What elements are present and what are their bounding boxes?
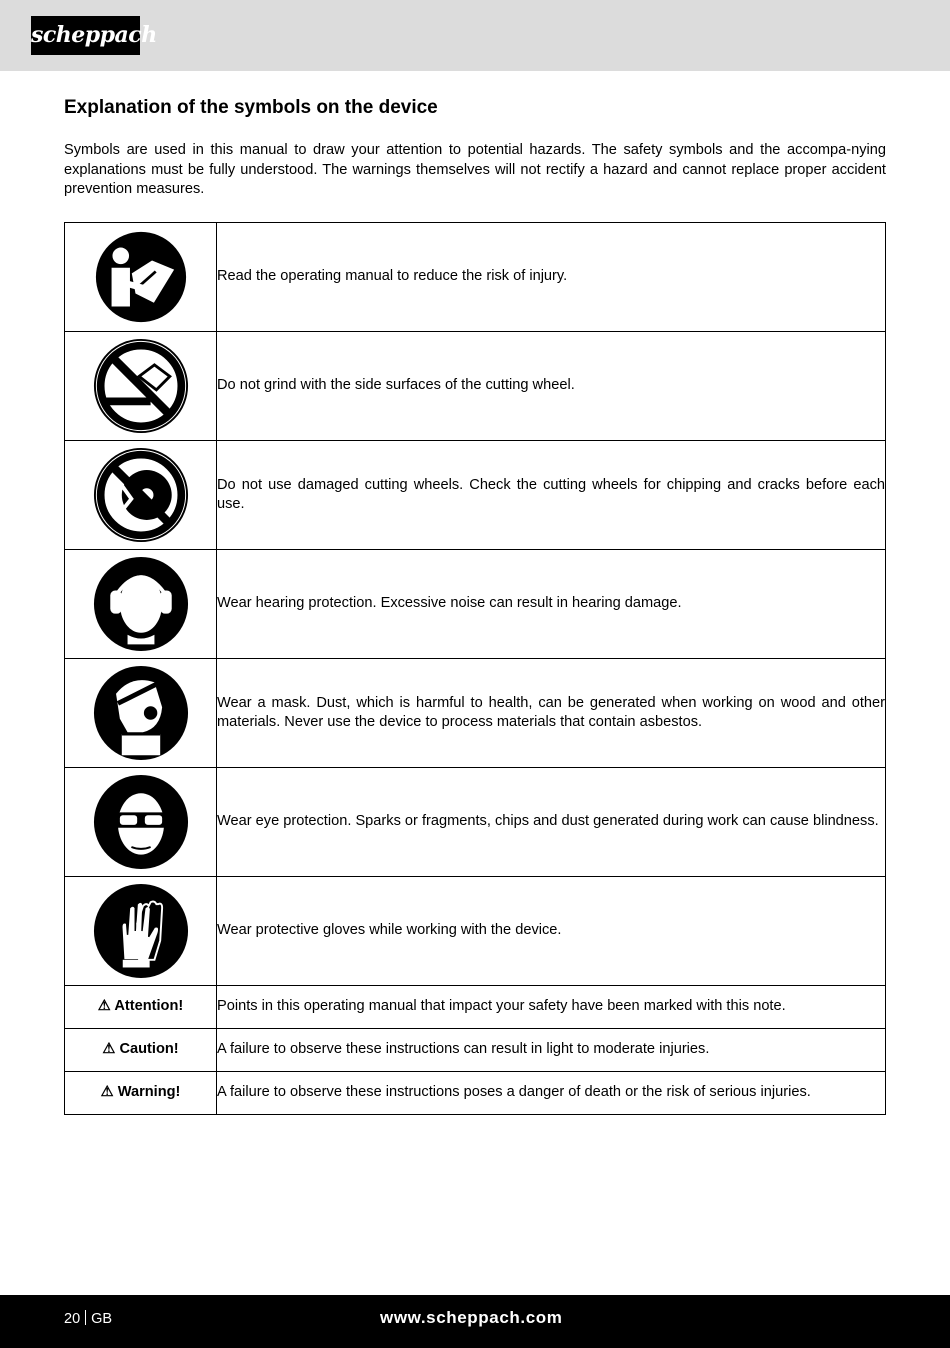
- symbol-row: [65, 550, 886, 659]
- symbol-row: [65, 441, 886, 550]
- note-description: A failure to observe these instructions can result in light to moderate injuries.: [217, 1029, 886, 1072]
- mask-icon: [93, 665, 189, 761]
- symbol-description: Do not grind with the side surfaces of the cutting wheel.: [217, 332, 886, 441]
- attention-label: ⚠ Attention!: [65, 986, 217, 1029]
- scheppach-logo: scheppach: [31, 16, 140, 55]
- note-description: Points in this operating manual that impact your safety have been marked with this note.: [217, 986, 886, 1029]
- symbol-row: [65, 332, 886, 441]
- caution-label: ⚠ Caution!: [65, 1029, 217, 1072]
- page-header: [0, 0, 950, 71]
- page-number-value: 20: [64, 1311, 81, 1327]
- divider: [85, 1310, 86, 1325]
- hearing-protection-icon: [93, 556, 189, 652]
- page-footer: [0, 1295, 950, 1348]
- symbol-row: [65, 877, 886, 986]
- note-row: [65, 1029, 886, 1072]
- language-code: GB: [91, 1311, 113, 1327]
- eye-protection-icon: [93, 774, 189, 870]
- website-link[interactable]: www.scheppach.com: [380, 1308, 563, 1327]
- intro-paragraph: Symbols are used in this manual to draw your attention to potential hazards. The safety symbols and the accompa-nying explanations must be fully understood. The warnings themselves will not rectify a hazard and cannot replace proper accident prevention measures.: [64, 142, 886, 197]
- note-row: [65, 986, 886, 1029]
- gloves-icon: [93, 883, 189, 979]
- symbols-table: [64, 222, 886, 1115]
- symbol-description: Wear protective gloves while working with the device.: [217, 877, 886, 986]
- symbol-description: Wear a mask. Dust, which is harmful to health, can be generated when working on wood and other materials. Never use the device to process materials that contain asbestos.: [217, 659, 886, 768]
- no-side-grinding-icon: [93, 338, 189, 434]
- symbol-description: Wear eye protection. Sparks or fragments, chips and dust generated during work can cause blindness.: [217, 768, 886, 877]
- symbol-description: Read the operating manual to reduce the risk of injury.: [217, 223, 886, 332]
- warning-label: ⚠ Warning!: [65, 1072, 217, 1115]
- note-description: A failure to observe these instructions poses a danger of death or the risk of serious injuries.: [217, 1072, 886, 1115]
- note-row: [65, 1072, 886, 1115]
- page-title: Explanation of the symbols on the device: [64, 97, 438, 118]
- symbol-description: Wear hearing protection. Excessive noise can result in hearing damage.: [217, 550, 886, 659]
- page-number: [64, 1310, 112, 1327]
- no-damaged-wheel-icon: [93, 447, 189, 543]
- symbol-row: [65, 223, 886, 332]
- read-manual-icon: [95, 231, 187, 323]
- symbol-row: [65, 768, 886, 877]
- symbol-description: Do not use damaged cutting wheels. Check the cutting wheels for chipping and cracks before each use.: [217, 441, 886, 550]
- symbol-row: [65, 659, 886, 768]
